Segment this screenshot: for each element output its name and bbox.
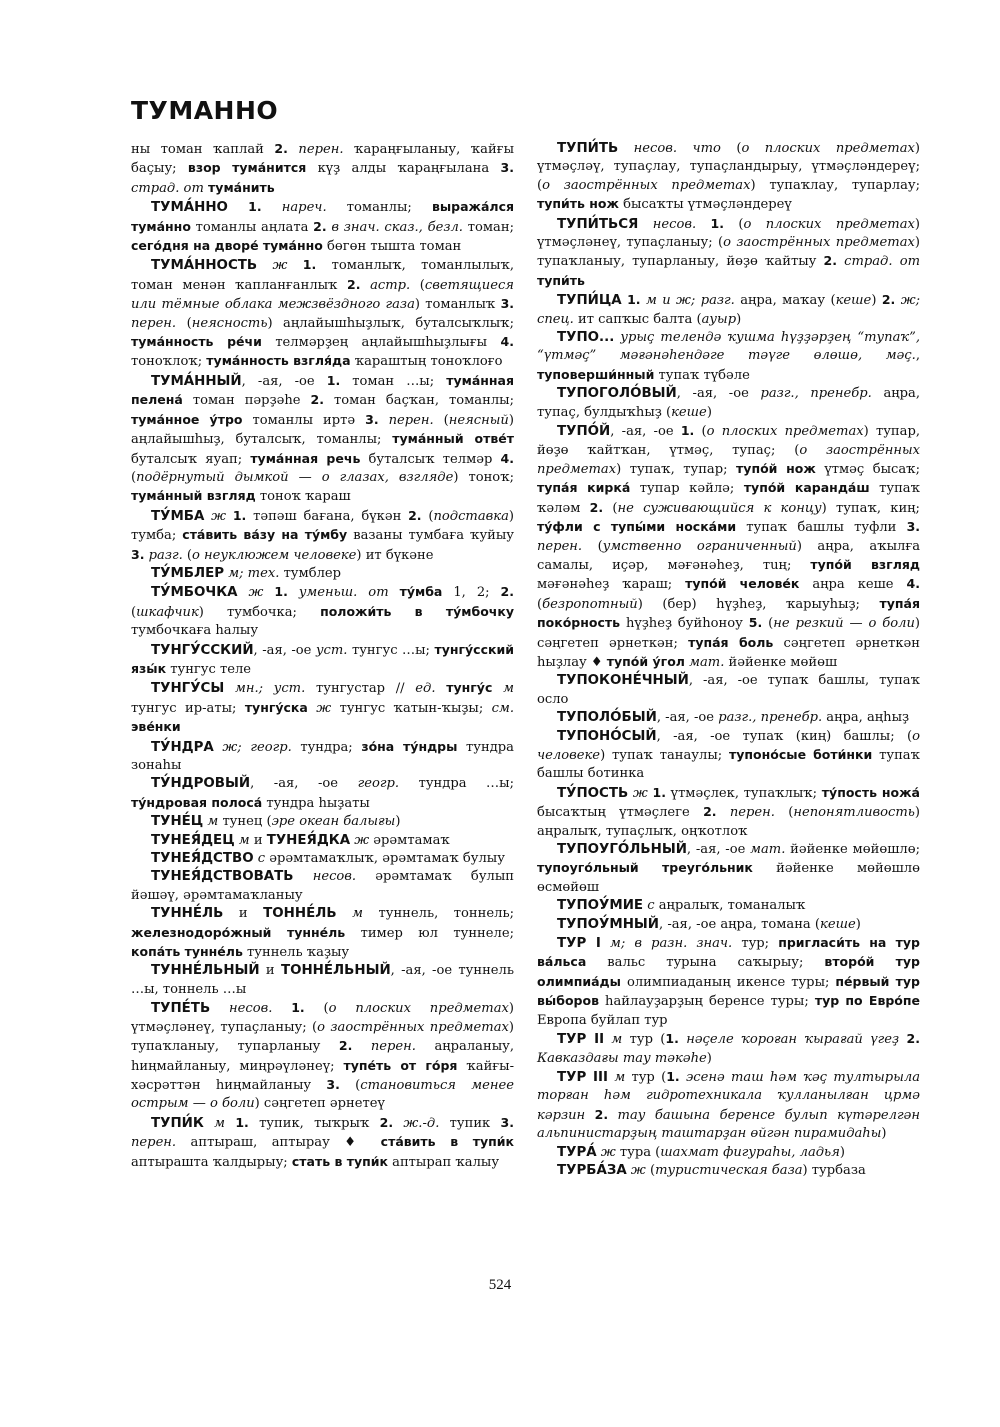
dictionary-entry: ТУ́МБЛЕР м; тех. тумблер <box>151 565 342 581</box>
dictionary-entry: ТУПОНО́СЫЙ, -ая, -ое тупаҡ (киң) башлы; (о человеке) тупаҡ танаулы; тупоно́сые боти́нки тупаҡ башлы ботинка <box>537 728 920 782</box>
page-number: 524 <box>488 1277 512 1293</box>
dictionary-entry: ТУПОЛО́БЫЙ, -ая, -ое разг., пренебр. аңра, аңһыҙ <box>557 710 910 726</box>
dictionary-entry: ТУПОУГО́ЛЬНЫЙ, -ая, -ое мат. йәйенке мөйөшлө; тупоуго́льный треуго́льник йәйенке мөйөшлө өсмөйөш <box>537 842 921 895</box>
dictionary-entry: ТУМА́ННОСТЬ ж 1. томанлыҡ, томанлылыҡ, томан менән ҡапланғанлыҡ 2. астр. (светящиеся или тёмные облака межзвёздного газа) томанлыҡ 3. перен. (неясность) аңлайышһыҙлыҡ, буталсыҡлыҡ; тума́нность ре́чи телмәрҙең аңлайышһыҙлығы 4. тоноҡлоҡ; тума́нность взгля́да ҡараштың тоноҡлоғо <box>131 257 515 370</box>
running-header: ТУМАННО <box>131 96 279 125</box>
dictionary-entry: ТУ́НДРА ж; геогр. тундра; зо́на ту́ндры тундра зонаһы <box>131 738 514 773</box>
dictionary-entry: ТУПО... урыҫ телендә ҡушма һүҙҙәрҙең “тупаҡ”, “үтмәҫ” мәғәнәһендәге тәүге өлөшө, мәҫ., туповерши́нный тупаҡ түбәле <box>537 330 920 383</box>
dictionary-entry: ТУ́НДРОВЫЙ, -ая, -ое геогр. тундра …ы; ту́ндровая полоса́ тундра һыҙаты <box>131 776 514 811</box>
dictionary-entry: ТУПЕ́ТЬ несов. 1. (о плоских предметах) үтмәҫләнеү, тупаҫланыу; (о заострённых предметах) тупаҡланыу, тупарланыу 2. перен. аңраланыу, һиңмайланыу, миңрәүләнеү; тупе́ть от го́ря ҡайғы-хәсрәттән һиңмайланыу 3. (становиться менее острым — о боли) сәңгетеп әрнетеү <box>131 1000 515 1112</box>
dictionary-entry: ТУНЕ́Ц м тунец (эре океан балығы) <box>151 814 401 830</box>
dictionary-entry: ТУПИ́ТЬ несов. что (о плоских предметах) үтмәҫләү, тупаҫлау, тупаҫландырыу, үтмәҫләндереү; (о заострённых предметах) тупаҡлау, тупарлау; тупи́ть нож бысаҡты үтмәҫләндереү <box>537 141 920 213</box>
dictionary-entry: ТУР II м тур (1. нәҫеле ҡороған ҡырағай үгеҙ 2. Кавказдағы тау тәкәһе) <box>537 1031 920 1066</box>
dictionary-entry: ТУПОУ́МИЕ с аңралыҡ, томаналыҡ <box>557 898 806 914</box>
dictionary-entry: ТУРА́ ж тура (шахмат фигураһы, ладья) <box>557 1144 845 1160</box>
dictionary-entry: ТУПОУ́МНЫЙ, -ая, -ое аңра, томана (кеше) <box>557 916 861 932</box>
dictionary-entry: ТУНГУ́ССКИЙ, -ая, -ое уст. тунгус …ы; тунгу́сский язы́к тунгус теле <box>131 641 514 677</box>
right-column <box>537 140 920 1180</box>
left-column <box>131 140 514 1172</box>
dictionary-entry: ТУ́МБОЧКА ж 1. уменьш. от ту́мба 1, 2; 2. (шкафчик) тумбочка; положи́ть в ту́мбочку тумбочкаға һалыу <box>131 584 514 639</box>
dictionary-entry: ТУПО́Й, -ая, -ое 1. (о плоских предметах) тупар, йөҙө ҡайтҡан, үтмәҫ, тупаҫ; (о заострённых предметах) тупаҡ, тупар; тупо́й нож үтмәҫ бысаҡ; тупа́я кирка́ тупар кәйлә; тупо́й каранда́ш тупаҡ ҡәләм 2. (не суживающийся к концу) тупаҡ, киң; ту́фли с тупы́ми носка́ми тупаҡ башлы туфли 3. перен. (умственно ограниченный) аңра, аҡылға самалы, иҫәр, мәғәнәһеҙ, тuң; тупо́й взгляд мәғәнәһеҙ ҡараш; тупо́й челове́к аңра кеше 4. (безропотный) (бер) һүҙһеҙ, ҡарыуһыҙ; тупа́я поко́рность һүҙһеҙ буйһоноу 5. (не резкий — о боли) сәңгетеп әрнеткән; тупа́я боль сәңгетеп әрнеткән һыҙлау ♦ тупо́й у́гол мат. йәйенке мөйөш <box>537 423 921 670</box>
dictionary-entry: ТУПИ́К м 1. тупик, тыҡрыҡ 2. ж.-д. тупик 3. перен. аптыраш, аптырау ♦ ста́вить в тупи́к аптырашта ҡалдырыу; стать в тупи́к аптырап ҡалыу <box>131 1114 515 1170</box>
dictionary-entry: ТУПИ́ЦА 1. м и ж; разг. аңра, маҡау (кеше) 2. ж; спец. ит сапҡыс балта (ауыр) <box>537 292 920 327</box>
dictionary-entry: ТУННЕ́ЛЬ и ТОННЕ́ЛЬ м туннель, тоннель; железнодоро́жный тунне́ль тимер юл туннеле; копа́ть тунне́ль туннель ҡаҙыу <box>131 906 514 961</box>
dictionary-entry: ТУ́ПОСТЬ ж 1. үтмәҫлек, тупаҡлыҡ; ту́пость ножа́ бысаҡтың үтмәҫлеге 2. перен. (непонятливость) аңралыҡ, тупаҫлыҡ, оңҡотлоҡ <box>537 784 920 839</box>
dictionary-entry: ТУМА́ННО 1. нареч. томанлы; выража́лся тума́нно томанлы аңлата 2. в знач. сказ., безл. томан; сего́дня на дворе́ тума́нно бөгөн тышта томан <box>131 199 514 255</box>
dictionary-entry: ТУМА́ННЫЙ, -ая, -ое 1. томан …ы; тума́нная пелена́ томан пәрҙәһе 2. томан баҫҡан, томанлы; тума́нное у́тро томанлы иртә 3. перен. (неясный) аңлайышһыҙ, буталсыҡ, томанлы; тума́нный отве́т буталсыҡ яуап; тума́нная речь буталсыҡ телмәр 4. (подёрнутый дымкой — о глазах, взгляде) тоноҡ; тума́нный взгляд тоноҡ ҡараш <box>131 372 515 505</box>
dictionary-entry: ТУ́МБА ж 1. тәпәш бағана, бүкән 2. (подставка) тумба; ста́вить ва́зу на ту́мбу вазаны тумбаға ҡуйыу 3. разг. (о неуклюжем человеке) ит бүкәне <box>131 507 514 563</box>
dictionary-entry: ны томан ҡаплай 2. перен. ҡараңғыланыу, ҡайғы баҫыу; взор тума́нится күҙ алды ҡараңғылана 3. страд. от тума́нить <box>131 141 514 196</box>
dictionary-entry: ТУННЕ́ЛЬНЫЙ и ТОННЕ́ЛЬНЫЙ, -ая, -ое туннель …ы, тоннель …ы <box>131 963 514 997</box>
dictionary-entry: ТУПИ́ТЬСЯ несов. 1. (о плоских предметах) үтмәҫләнеү, тупаҫланыу; (о заострённых предметах) тупаҡланыу, тупарланыу, йөҙө ҡайтыу 2. страд. от тупи́ть <box>537 215 920 288</box>
dictionary-entry: ТУНЕЯ́ДСТВО с әрәмтамаҡлыҡ, әрәмтамаҡ булыу <box>151 851 505 867</box>
dictionary-entry: ТУР III м тур (1. эсенә таш һәм ҡәҫ тултырыла торған һәм гидротехникала ҡулланылған црмә кәрзин 2. тау башына беренсе булып күтәрелгән альпинистарҙың таштарҙан өйгән пирамидаһы) <box>537 1068 921 1142</box>
dictionary-entry: ТУНГУ́СЫ мн.; уст. тунгустар // ед. тунгу́с м тунгус ир-аты; тунгу́ска ж тунгус ҡатын-ҡыҙы; см. эве́нки <box>131 680 514 735</box>
dictionary-entry: ТУПОКОНЕ́ЧНЫЙ, -ая, -ое тупаҡ башлы, тупаҡ осло <box>537 673 920 707</box>
dictionary-entry: ТУР I м; в разн. знач. тур; пригласи́ть на тур ва́льса вальс турына саҡырыу; второ́й тур олимпиа́ды олимпиаданың икенсе туры; пе́рвый тур вы́боров һайлауҙарҙың беренсе туры; тур по Евро́пе Европа буйлап тур <box>537 935 920 1028</box>
dictionary-entry: ТУНЕЯ́ДЕЦ м и ТУНЕЯ́ДКА ж әрәмтамаҡ <box>151 832 450 848</box>
dictionary-entry: ТУРБА́ЗА ж (туристическая база) турбаза <box>557 1162 866 1178</box>
dictionary-entry: ТУНЕЯ́ДСТВОВАТЬ несов. әрәмтамаҡ булып йәшәү, әрәмтамаҡланыу <box>131 869 514 903</box>
dictionary-entry: ТУПОГОЛО́ВЫЙ, -ая, -ое разг., пренебр. аңра, тупаҫ, булдыҡһыҙ (кеше) <box>537 386 921 420</box>
